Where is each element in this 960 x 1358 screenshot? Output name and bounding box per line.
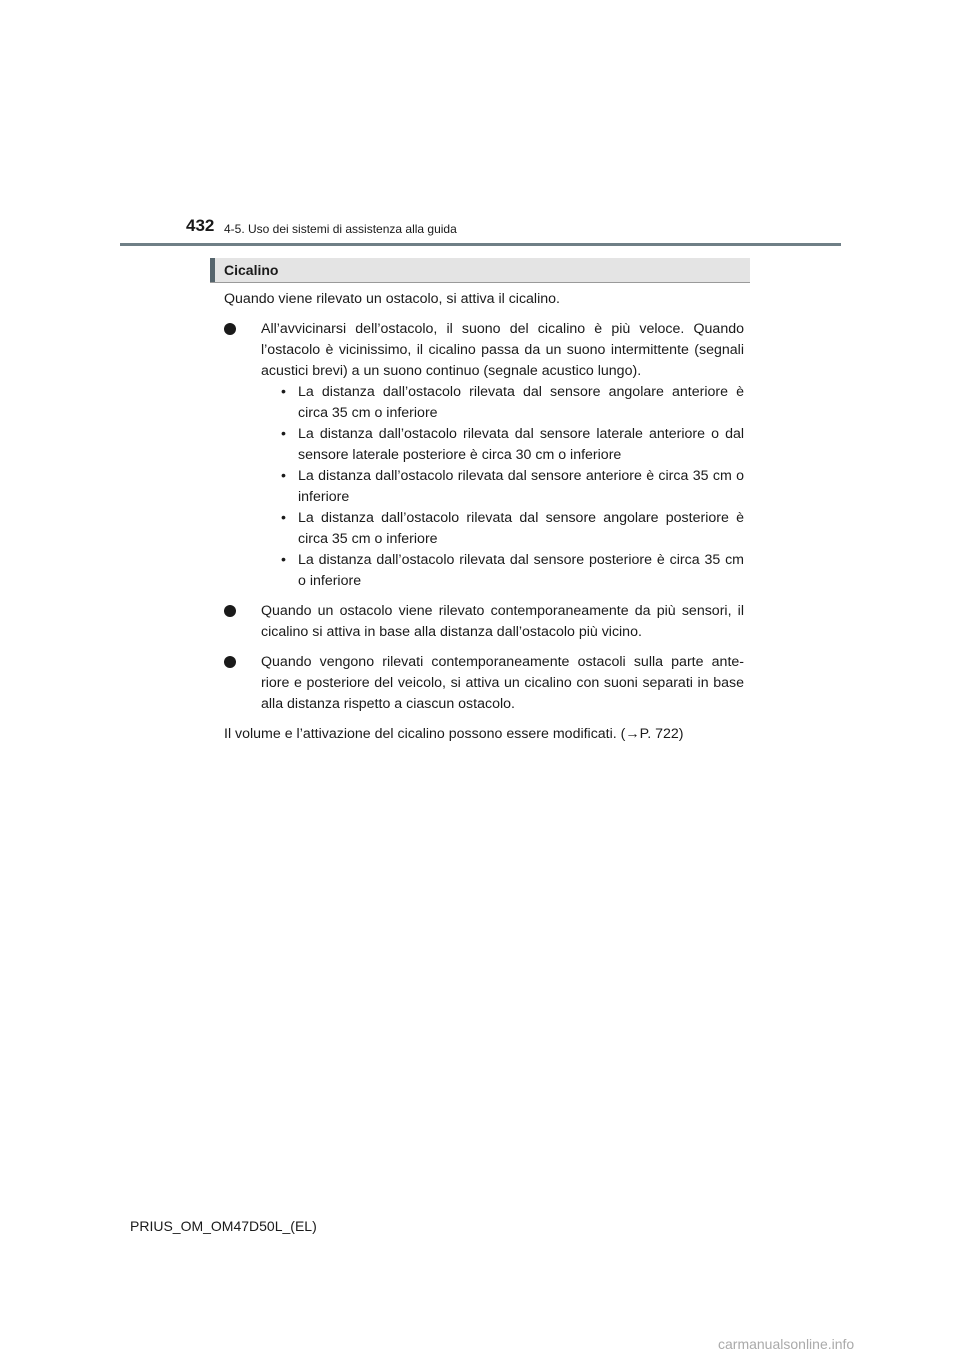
sub-item	[261, 466, 744, 508]
intro-paragraph: Quando viene rilevato un ostacolo, si attiva il cicalino.	[224, 291, 560, 307]
sub-item-text: La distanza dall’ostacolo rilevata dal sensore angolare anteriore è circa 35 cm o inferiore	[298, 384, 744, 421]
page-number: 432	[186, 216, 215, 235]
sub-item-text: La distanza dall’ostacolo rilevata dal sensore angolare posteriore è circa 35 cm o inferiore	[298, 510, 744, 547]
bullet-item	[224, 652, 744, 715]
document-code: PRIUS_OM_OM47D50L_(EL)	[130, 1218, 317, 1234]
bullet-text: All’avvicinarsi dell’ostacolo, il suono del cicalino è più veloce. Quando l’ostacolo è vicinissimo, il cicalino passa da un suono intermittente (segnali acustici brevi) a un suono continuo (segnale acustico lungo).	[261, 321, 744, 379]
sub-bullet-mark: •	[281, 426, 286, 442]
bullet-dot-icon	[224, 605, 236, 617]
sub-item-text: La distanza dall’ostacolo rilevata dal sensore posteriore è circa 35 cm o inferiore	[298, 552, 744, 589]
bullet-dot-icon	[224, 323, 236, 335]
header-divider	[120, 243, 841, 246]
sub-item	[261, 508, 744, 550]
sub-bullet-mark: •	[281, 468, 286, 484]
section-heading-bar	[210, 258, 750, 283]
sub-item-text: La distanza dall’ostacolo rilevata dal sensore laterale anteriore o dal sensore laterale posteriore è circa 30 cm o inferiore	[298, 426, 744, 463]
sub-bullet-mark: •	[281, 510, 286, 526]
sub-list	[261, 382, 744, 592]
section-heading: Cicalino	[224, 262, 279, 278]
section-content	[224, 289, 744, 754]
sub-item	[261, 424, 744, 466]
section-title: 4-5. Uso dei sistemi di assistenza alla guida	[224, 222, 457, 236]
sub-item-text: La distanza dall’ostacolo rilevata dal sensore anteriore è circa 35 cm o inferiore	[298, 468, 744, 505]
sub-item	[261, 382, 744, 424]
sub-item	[261, 550, 744, 592]
bullet-item	[224, 601, 744, 643]
heading-accent-bar	[210, 258, 215, 282]
bullet-text: Quando un ostacolo viene rilevato contemporaneamente da più sensori, il cicalino si attiva in base alla distanza dall’ostacolo più vicino.	[261, 603, 744, 640]
bullet-text: Quando vengono rilevati contemporaneamente ostacoli sulla parte ante- riore e posteriore del veicolo, si attiva un cicalino con suoni separati in base alla distanza rispetto a ciascun ostacolo.	[261, 654, 744, 712]
watermark: carmanualsonline.info	[718, 1336, 855, 1352]
bullet-item	[224, 319, 744, 592]
sub-bullet-mark: •	[281, 552, 286, 568]
sub-bullet-mark: •	[281, 384, 286, 400]
outro-paragraph: Il volume e l’attivazione del cicalino possono essere modificati. (→P. 722)	[224, 726, 684, 742]
bullet-dot-icon	[224, 656, 236, 668]
